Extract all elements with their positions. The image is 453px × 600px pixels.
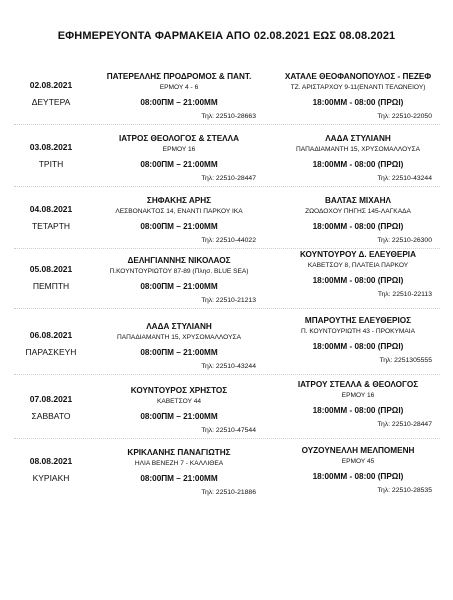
pharmacy-phone: Τηλ: 22510-44022 [201, 237, 256, 244]
pharmacy-hours: 08:00ΠΜ – 21:00ΜΜ [140, 98, 218, 107]
row-divider [14, 308, 440, 309]
pharmacy-address: ΕΡΜΟΥ 4 - 6 [159, 84, 199, 91]
pharmacy-name: ΒΑΛΤΑΣ ΜΙΧΑΗΛ [325, 196, 391, 205]
schedule-row [0, 316, 453, 376]
pharmacy-address: Π.ΚΟΥΝΤΟΥΡΙΩΤΟΥ 87-89 (Πλησ. BLUE SEA) [109, 268, 249, 275]
pharmacy-hours: 18:00ΜΜ - 08:00 (ΠΡΩΙ) [312, 406, 404, 415]
weekday-label: ΠΑΡΑΣΚΕΥΗ [25, 347, 77, 357]
pharmacy-name: ΠΑΤΕΡΕΛΛΗΣ ΠΡΟΔΡΟΜΟΣ & ΠΑΝΤ. [106, 72, 252, 81]
weekday-label: ΚΥΡΙΑΚΗ [32, 473, 70, 483]
pharmacy-hours: 08:00ΠΜ – 21:00ΜΜ [140, 412, 218, 421]
pharmacy-hours: 18:00ΜΜ - 08:00 (ΠΡΩΙ) [312, 342, 404, 351]
row-divider [14, 124, 440, 125]
pharmacy-address: Π. ΚΟΥΝΤΟΥΡΙΩΤΗ 43 - ΠΡΟΚΥΜΑΙΑ [300, 328, 416, 335]
date-label: 04.08.2021 [29, 204, 73, 214]
weekday-label: ΤΡΙΤΗ [38, 159, 64, 169]
pharmacy-phone: Τηλ: 22510-28447 [201, 175, 256, 182]
schedule-row [0, 250, 453, 310]
schedule-row [0, 66, 453, 126]
date-label: 08.08.2021 [29, 456, 73, 466]
schedule-row [0, 190, 453, 250]
pharmacy-name: ΙΑΤΡΟΣ ΘΕΟΛΟΓΟΣ & ΣΤΕΛΛΑ [119, 134, 239, 143]
pharmacy-phone: Τηλ: 22510-26300 [377, 237, 432, 244]
pharmacy-hours: 18:00ΜΜ - 08:00 (ΠΡΩΙ) [312, 222, 404, 231]
page-title: ΕΦΗΜΕΡΕΥΟΝΤΑ ΦΑΡΜΑΚΕΙΑ ΑΠΟ 02.08.2021 ΕΩΣ 08.08.2021 [57, 30, 396, 42]
pharmacy-address: ΚΑΒΕΤΣΟΥ 8, ΠΛΑΤΕΙΑ ΠΑΡΚΟΥ [307, 262, 409, 269]
pharmacy-name: ΧΑΤΑΛΕ ΘΕΟΦΑΝΟΠΟΥΛΟΣ - ΠΕΖΕΦ [284, 72, 432, 81]
weekday-label: ΠΕΜΠΤΗ [32, 281, 70, 291]
weekday-label: ΔΕΥΤΕΡΑ [31, 97, 71, 107]
pharmacy-phone: Τηλ: 22510-28447 [377, 421, 432, 428]
pharmacy-hours: 08:00ΠΜ – 21:00ΜΜ [140, 222, 218, 231]
pharmacy-phone: Τηλ: 22510-43244 [201, 363, 256, 370]
pharmacy-hours: 18:00ΜΜ - 08:00 (ΠΡΩΙ) [312, 472, 404, 481]
pharmacy-address: ΠΑΠΑΔΙΑΜΑΝΤΗ 15, ΧΡΥΣΟΜΑΛΛΟΥΣΑ [117, 334, 241, 341]
date-label: 07.08.2021 [29, 394, 73, 404]
pharmacy-address: ΕΡΜΟΥ 16 [341, 392, 375, 399]
pharmacy-phone: Τηλ: 22510-28535 [377, 487, 432, 494]
pharmacy-address: ΚΑΒΕΤΣΟΥ 44 [156, 398, 202, 405]
pharmacy-phone: Τηλ: 22510-47544 [201, 427, 256, 434]
pharmacy-phone: Τηλ: 22510-28663 [201, 113, 256, 120]
pharmacy-hours: 08:00ΠΜ – 21:00ΜΜ [140, 474, 218, 483]
weekday-label: ΣΑΒΒΑΤΟ [31, 411, 71, 421]
row-divider [14, 374, 440, 375]
pharmacy-phone: Τηλ: 22510-43244 [377, 175, 432, 182]
pharmacy-address: ΠΑΠΑΔΙΑΜΑΝΤΗ 15, ΧΡΥΣΟΜΑΛΛΟΥΣΑ [296, 146, 420, 153]
pharmacy-phone: Τηλ: 22510-22050 [377, 113, 432, 120]
pharmacy-name: ΚΡΙΚΛΑΝΗΣ ΠΑΝΑΓΙΩΤΗΣ [127, 448, 231, 457]
pharmacy-name: ΛΑΔΑ ΣΤΥΛΙΑΝΗ [325, 134, 391, 143]
pharmacy-address: ΛΕΣΒΟΝΑΚΤΟΣ 14, ΕΝΑΝΤΙ ΠΑΡΚΟΥ ΙΚΑ [115, 208, 243, 215]
pharmacy-hours: 18:00ΜΜ - 08:00 (ΠΡΩΙ) [312, 160, 404, 169]
pharmacy-name: ΔΕΛΗΓΙΑΝΝΗΣ ΝΙΚΟΛΑΟΣ [127, 256, 231, 265]
row-divider [14, 438, 440, 439]
pharmacy-name: ΜΠΑΡΟΥΤΗΣ ΕΛΕΥΘΕΡΙΟΣ [304, 316, 412, 325]
schedule-row [0, 380, 453, 440]
date-label: 02.08.2021 [29, 80, 73, 90]
pharmacy-phone: Τηλ: 2251305555 [379, 357, 432, 364]
pharmacy-hours: 08:00ΠΜ – 21:00ΜΜ [140, 348, 218, 357]
pharmacy-hours: 18:00ΜΜ - 08:00 (ΠΡΩΙ) [312, 276, 404, 285]
pharmacy-phone: Τηλ: 22510-21886 [201, 489, 256, 496]
pharmacy-hours: 08:00ΠΜ – 21:00ΜΜ [140, 282, 218, 291]
date-label: 03.08.2021 [29, 142, 73, 152]
schedule-row [0, 128, 453, 188]
date-label: 06.08.2021 [29, 330, 73, 340]
pharmacy-phone: Τηλ: 22510-22113 [377, 291, 432, 298]
weekday-label: ΤΕΤΑΡΤΗ [31, 221, 71, 231]
pharmacy-name: ΣΗΦΑΚΗΣ ΑΡΗΣ [146, 196, 212, 205]
pharmacy-name: ΚΟΥΝΤΟΥΡΟΣ ΧΡΗΣΤΟΣ [130, 386, 228, 395]
pharmacy-name: ΙΑΤΡΟΥ ΣΤΕΛΛΑ & ΘΕΟΛΟΓΟΣ [297, 380, 419, 389]
pharmacy-address: ΗΛΙΑ ΒΕΝΕΖΗ 7 - ΚΑΛΛΙΘΕΑ [134, 460, 224, 467]
pharmacy-hours: 08:00ΠΜ – 21:00ΜΜ [140, 160, 218, 169]
pharmacy-address: ΤΖ. ΑΡΙΣΤΑΡΧΟΥ 9-11(ΕΝΑΝΤΙ ΤΕΛΩΝΕΙΟΥ) [290, 84, 426, 91]
pharmacy-name: ΟΥΖΟΥΝΕΛΛΗ ΜΕΛΠΟΜΕΝΗ [301, 446, 415, 455]
pharmacy-phone: Τηλ: 22510-21213 [201, 297, 256, 304]
row-divider [14, 248, 440, 249]
pharmacy-address: ΖΩΟΔΟΧΟΥ ΠΗΓΗΣ 145-ΛΑΓΚΑΔΑ [305, 208, 411, 215]
pharmacy-name: ΚΟΥΝΤΟΥΡΟΥ Δ. ΕΛΕΥΘΕΡΙΑ [300, 250, 416, 259]
pharmacy-address: ΕΡΜΟΥ 45 [341, 458, 375, 465]
date-label: 05.08.2021 [29, 264, 73, 274]
schedule-row [0, 442, 453, 502]
pharmacy-address: ΕΡΜΟΥ 16 [162, 146, 196, 153]
pharmacy-name: ΛΑΔΑ ΣΤΥΛΙΑΝΗ [146, 322, 212, 331]
row-divider [14, 186, 440, 187]
pharmacy-hours: 18:00ΜΜ - 08:00 (ΠΡΩΙ) [312, 98, 404, 107]
